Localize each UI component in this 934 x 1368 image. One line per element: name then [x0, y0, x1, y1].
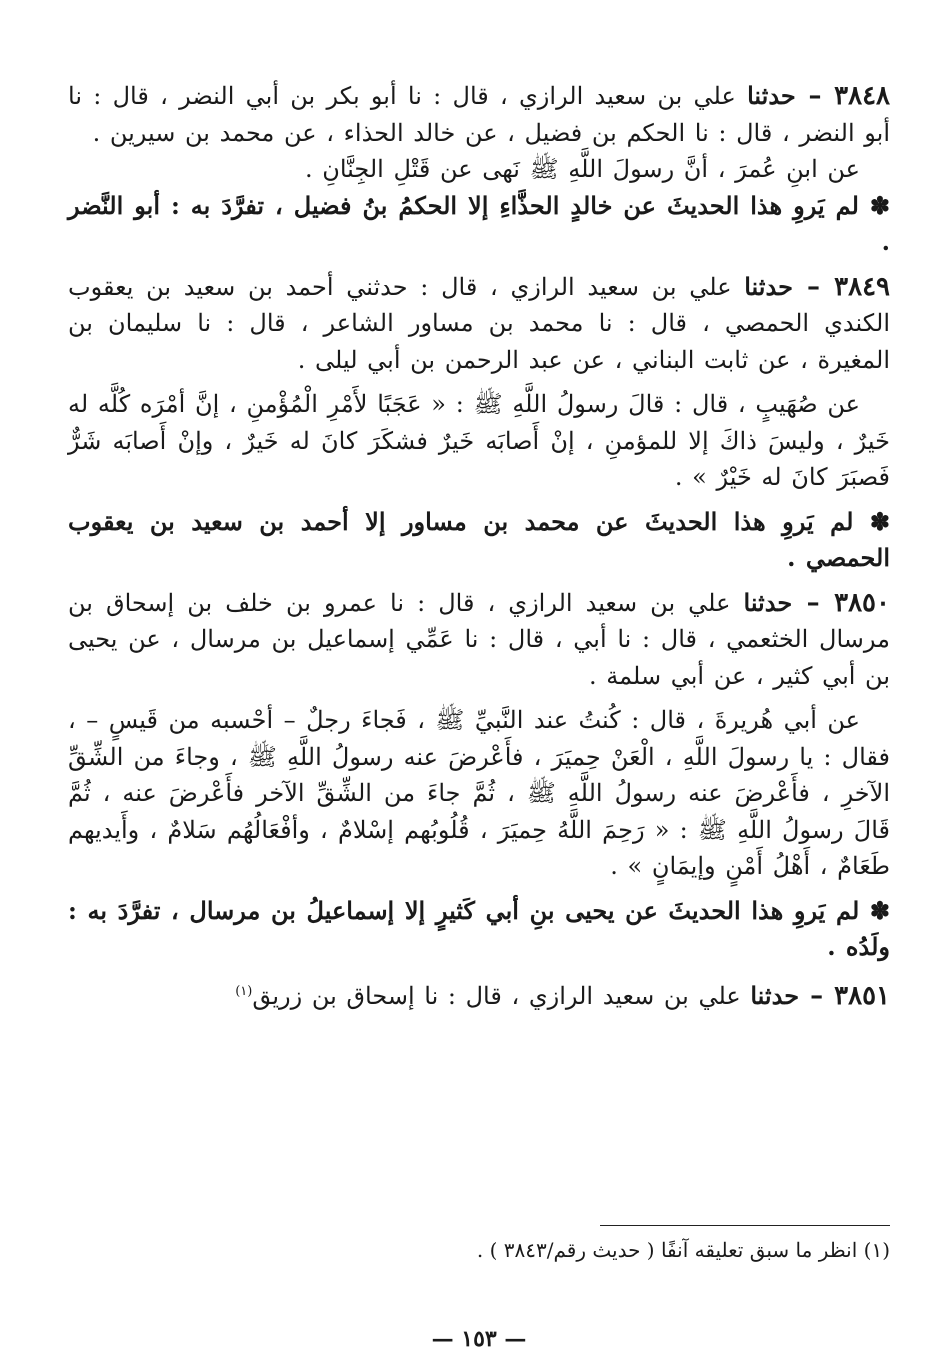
haddathana-label: حدثنا — [743, 587, 793, 617]
hadith-number: ٣٨٥٠ — [834, 587, 890, 618]
footnote-divider — [600, 1225, 890, 1226]
footnote-text: انظر ما سبق تعليقه آنفًا ( حديث رقم/٣٨٤٣ ) . — [476, 1238, 864, 1262]
hadith-matn-3849: عن صُهَيبٍ ، قال : قالَ رسولُ اللَّهِ ﷺ : « عَجَبًا لأَمْرِ الْمُؤْمنِ ، إنَّ أمْرَه كُلَّه له خَيرٌ ، وليسَ ذاكَ إلا للمؤمنِ ، إنْ أَصابَه خَيرٌ فشكَرَ كانَ له خَيرٌ ، وإنْ أَصابَه شَرٌّ فَصبَرَ كانَ له خَيْرٌ » . — [68, 390, 890, 491]
dash: – — [792, 587, 835, 618]
hadith-matn-3850: عن أبي هُريرةَ ، قال : كُنتُ عند النَّبيِّ ﷺ ، فَجاءَ رجلٌ – أحْسبه من قَيسٍ – ، فقال : يا رسولَ اللَّهِ ، الْعَنْ حِميَرَ ، فأَعْرضَ عنه رسولُ اللَّهِ ﷺ ، وجاءَ من الشِّقِّ الآخرِ ، فأَعْرضَ عنه رسولُ اللَّهِ ﷺ ، ثُمَّ جاءَ من الشِّقِّ الآخر فأَعْرضَ عنه ، ثُمَّ قَالَ رسولُ اللَّهِ ﷺ : « رَحِمَ اللَّهُ حِميَرَ ، قُلُوبُهم إسْلامٌ ، وأفْعَالُهُم سَلامٌ ، وأَيديهم طَعَامٌ ، أَهْلُ أَمْنٍ وإيمَانٍ » . — [68, 706, 890, 880]
hadith-isnad-3849 — [68, 269, 890, 379]
isnad-text: علي بن سعيد الرازي ، قال : نا أبو بكر بن أبي النضر ، قال : نا أبو النضر ، قال : نا الحكم بن فضيل ، عن خالد الحذاء ، عن محمد بن سيرين . — [68, 82, 890, 147]
hadith-note-3849: ✽ لم يَروِ هذا الحديثَ عن محمد بن مساور إلا أحمد بن سعيد بن يعقوب الحمصي . — [68, 506, 890, 572]
hadith-number: ٣٨٥١ — [834, 980, 890, 1011]
hadith-note-3848: ✽ لم يَروِ هذا الحديثَ عن خالدٍ الحذَّاءِ إلا الحكمُ بنُ فضيل ، تفرَّدَ به : أبو النَّضر . — [68, 190, 890, 256]
hadith-isnad-3848 — [68, 78, 890, 151]
isnad-text: علي بن سعيد الرازي ، قال : نا إسحاق بن زريق — [252, 981, 751, 1010]
isnad-text: علي بن سعيد الرازي ، قال : نا عمرو بن خلف بن إسحاق بن مرسال الخثعمي ، قال : نا أبي ، قال : نا عَمِّي إسماعيل بن مرسال ، عن يحيى بن أبي كثير ، عن أبي سلمة . — [68, 588, 890, 690]
dash: – — [799, 980, 835, 1011]
hadith-note-3850: ✽ لم يَروِ هذا الحديثَ عن يحيى بنِ أبي كَثيرٍ إلا إسماعيلُ بن مرسال ، تفرَّدَ به : ولَدُه . — [68, 895, 891, 961]
hadith-isnad-3850 — [68, 585, 890, 695]
isnad-text: علي بن سعيد الرازي ، قال : حدثني أحمد بن سعيد بن يعقوب الكندي الحمصي ، قال : نا محمد بن مساور الشاعر ، قال : نا سليمان بن المغيرة ، عن ثابت البناني ، عن عبد الرحمن بن أبي ليلى . — [68, 272, 890, 374]
haddathana-label: حدثنا — [744, 271, 793, 301]
hadith-number: ٣٨٤٩ — [834, 271, 890, 302]
footnote-marker: (١) — [863, 1238, 890, 1262]
page-number: — ١٥٣ — — [431, 1326, 527, 1352]
footnote-reference: (١) — [235, 983, 253, 999]
hadith-matn-3848: عن ابنِ عُمرَ ، أنَّ رسولَ اللَّهِ ﷺ نَهى عن قَتْلِ الجِنَّانِ . — [304, 155, 860, 183]
haddathana-label: حدثنا — [750, 980, 800, 1010]
dash: – — [795, 81, 835, 111]
footnote — [68, 1235, 890, 1265]
hadith-isnad-3851 — [68, 974, 890, 1015]
hadith-number: ٣٨٤٨ — [834, 81, 890, 111]
dash: – — [792, 271, 835, 302]
haddathana-label: حدثنا — [747, 81, 796, 110]
page-body — [68, 78, 890, 1368]
